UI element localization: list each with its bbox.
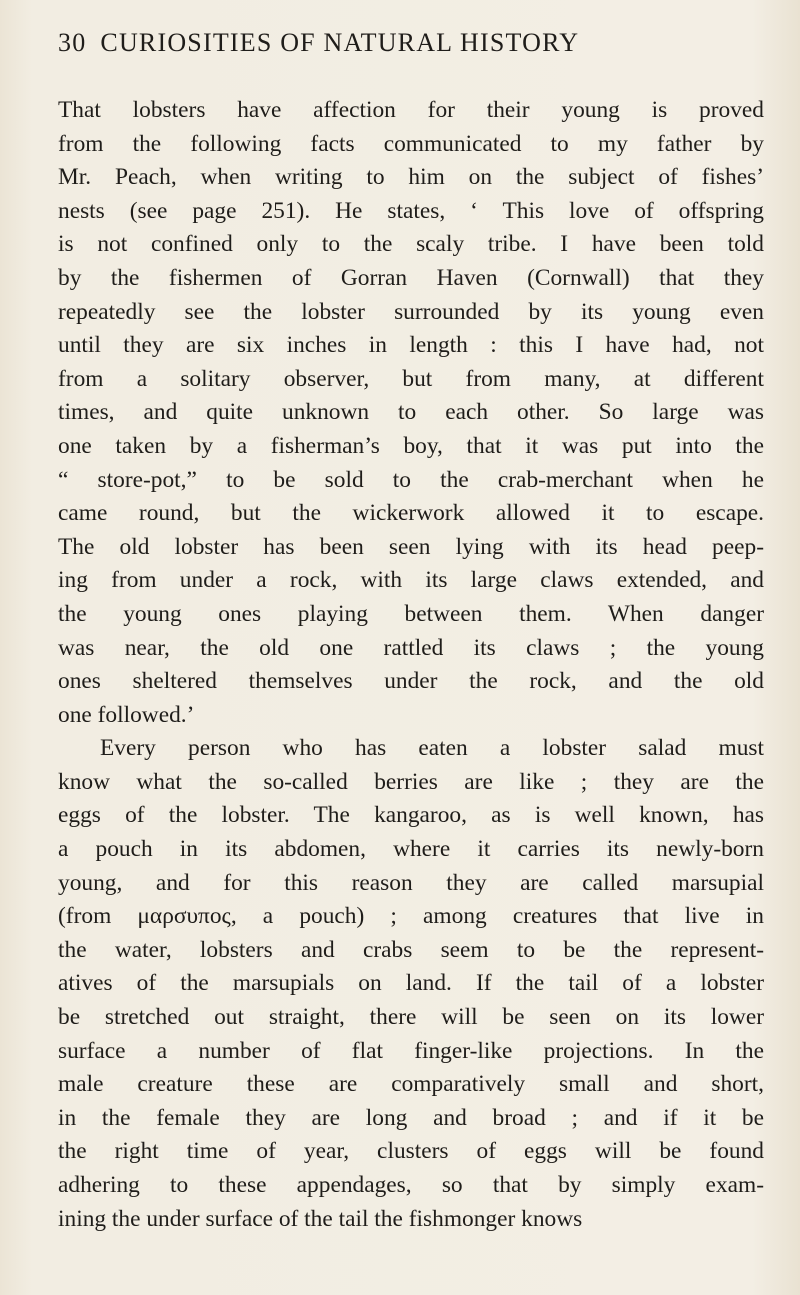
text-line: one taken by a fisherman’s boy, that it was put into the xyxy=(58,432,764,459)
text-line: the water, lobsters and crabs seem to be the represent- xyxy=(58,936,764,963)
paragraph xyxy=(58,732,764,1236)
text-line: ones sheltered themselves under the rock, and the old xyxy=(58,668,764,695)
text-line: surface a number of flat finger-like projections. In the xyxy=(58,1037,764,1064)
text-line: is not confined only to the scaly tribe. I have been told xyxy=(58,231,764,258)
text-line: young, and for this reason they are called marsupial xyxy=(58,869,764,896)
text-line: atives of the marsupials on land. If the tail of a lobster xyxy=(58,970,764,997)
text-line: adhering to these appendages, so that by simply exam- xyxy=(58,1172,764,1198)
text-line: “ store-pot,” to be sold to the crab-merchant when he xyxy=(58,466,764,493)
text-line: the young ones playing between them. When danger xyxy=(58,600,764,627)
text-line: That lobsters have affection for their young is proved xyxy=(58,97,764,123)
text-line: came round, but the wickerwork allowed it to escape. xyxy=(58,500,764,527)
text-line: by the fishermen of Gorran Haven (Cornwall) that they xyxy=(58,264,764,291)
text-line: repeatedly see the lobster surrounded by its young even xyxy=(58,298,764,325)
text-line: be stretched out straight, there will be seen on its lower xyxy=(58,1004,764,1031)
text-line: ining the under surface of the tail the fishmonger knows xyxy=(58,1205,583,1232)
text-line: ing from under a rock, with its large claws extended, and xyxy=(58,567,764,594)
paragraph xyxy=(58,94,764,732)
text-line: a pouch in its abdomen, where it carries its newly-born xyxy=(58,836,764,863)
page-number: 30 xyxy=(58,28,87,57)
text-line: the right time of year, clusters of eggs will be found xyxy=(58,1138,764,1165)
text-line: one followed.’ xyxy=(58,701,195,728)
running-title: CURIOSITIES OF NATURAL HISTORY xyxy=(100,28,580,57)
running-head xyxy=(58,28,579,58)
text-line: The old lobster has been seen lying with its head peep- xyxy=(58,533,764,560)
text-line: male creature these are comparatively small and short, xyxy=(58,1071,764,1098)
text-line: in the female they are long and broad ; and if it be xyxy=(58,1104,764,1131)
text-line: eggs of the lobster. The kangaroo, as is well known, has xyxy=(58,802,764,829)
text-line: times, and quite unknown to each other. So large was xyxy=(58,399,764,426)
text-line: know what the so-called berries are like ; they are the xyxy=(58,768,764,795)
body-text xyxy=(58,94,764,1236)
text-line: Every person who has eaten a lobster salad must xyxy=(100,735,764,762)
text-line: was near, the old one rattled its claws ; the young xyxy=(58,634,764,661)
text-line: nests (see page 251). He states, ‘ This love of offspring xyxy=(58,197,764,224)
text-line: from a solitary observer, but from many, at different xyxy=(58,365,764,392)
text-line: (from μαρσυπος, a pouch) ; among creatures that live in xyxy=(58,903,764,930)
text-line: Mr. Peach, when writing to him on the subject of fishes’ xyxy=(58,164,764,191)
text-line: until they are six inches in length : this I have had, not xyxy=(58,332,764,359)
text-line: from the following facts communicated to my father by xyxy=(58,130,764,157)
